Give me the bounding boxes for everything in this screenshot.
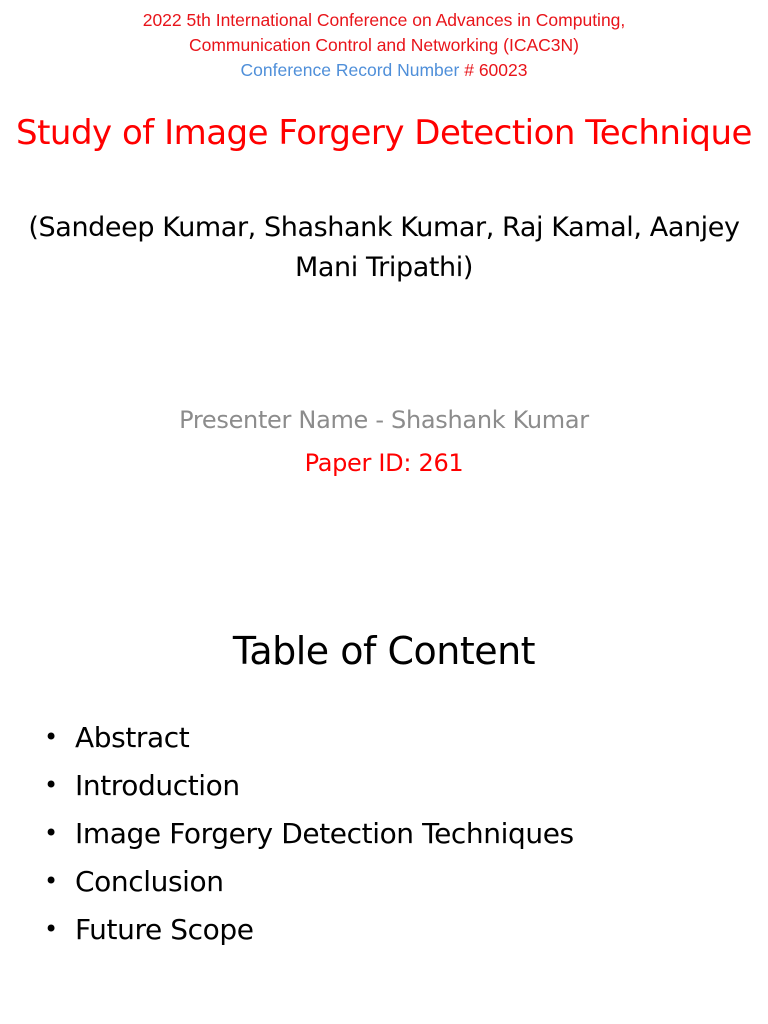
bullet-icon: • [44, 771, 58, 799]
list-item [44, 761, 744, 809]
conference-header [0, 8, 768, 83]
conference-line-1: 2022 5th International Conference on Advances in Computing, [142, 10, 626, 30]
toc-item-label: Image Forgery Detection Techniques [75, 816, 574, 850]
list-item [44, 809, 744, 857]
conference-record [0, 58, 768, 83]
toc-item-label: Introduction [75, 768, 240, 802]
author-list: (Sandeep Kumar, Shashank Kumar, Raj Kamal, Aanjey Mani Tripathi) [28, 212, 740, 283]
bullet-icon: • [44, 723, 58, 751]
toc-item-label: Future Scope [75, 912, 254, 946]
conference-line-2: Communication Control and Networking (ICAC3N) [188, 35, 579, 55]
presenter-name: Presenter Name - Shashank Kumar [179, 406, 589, 434]
record-label: Conference Record Number [240, 60, 460, 80]
list-item [44, 905, 744, 953]
table-of-content-slide [0, 520, 768, 1024]
toc-item-label: Abstract [75, 720, 190, 754]
bullet-icon: • [44, 915, 58, 943]
list-item [44, 713, 744, 761]
bullet-icon: • [44, 867, 58, 895]
toc-item-label: Conclusion [75, 864, 224, 898]
record-number: # 60023 [464, 60, 528, 80]
list-item [44, 857, 744, 905]
toc-list [44, 713, 744, 953]
paper-id: Paper ID: 261 [304, 449, 464, 477]
toc-heading: Table of Content [232, 629, 536, 673]
bullet-icon: • [44, 819, 58, 847]
paper-title: Study of Image Forgery Detection Technique [16, 113, 752, 153]
